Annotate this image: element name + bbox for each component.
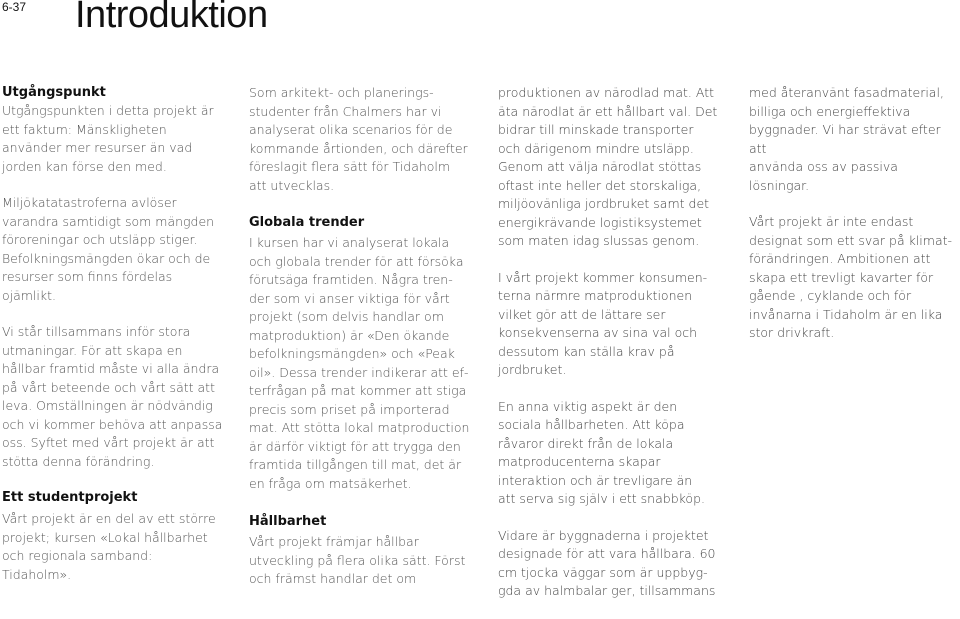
text-column-4 xyxy=(749,84,960,361)
paragraph: Vårt projekt är en del av ett större projekt; kursen «Lokal hållbarhet och regionala samband: Tidaholm». xyxy=(2,511,216,582)
paragraph: Vi står tillsammans inför stora utmaningar. För att skapa en hållbar framtid måste vi alla ändra på vårt beteende och vårt sätt att leva. Omställningen är nödvändig och vi kommer behöva att anpassa oss. Syftet med vårt projekt är att stötta denna förändring. xyxy=(2,324,223,469)
text-column-1 xyxy=(2,84,224,584)
section-heading-studentprojekt: Ett studentprojekt xyxy=(2,490,138,505)
paragraph: Miljökatatastroferna avlöser varandra samtidigt som mängden föroreningar och utsläpp stiger. Befolkningsmängden ökar och de resurser som finns fördelas ojämlikt. xyxy=(2,195,215,303)
paragraph: Utgångspunkten i detta projekt är ett faktum: Mänskligheten använder mer resurser än vad jorden kan förse den med. xyxy=(2,103,214,174)
section-heading-hallbarhet: Hållbarhet xyxy=(249,514,327,529)
paragraph: I kursen har vi analyserat lokala och globala trender för att försöka förutsäga framtiden. Några tren- der som vi anser viktiga för vårt projekt (som delvis handlar om matproduktion) är «Den ökande befolkningsmängden» och «Peak oil». Dessa trender indikerar att ef- terfrågan på mat kommer att stiga precis som priset på importerad mat. Att stötta lokal matproduction är därför viktigt för att trygga den framtida tillgången till mat, det är en fråga om matsäkerhet. xyxy=(249,235,470,491)
paragraph: med återanvänt fasadmaterial, billiga och energieffektiva byggnader. Vi har strävat efter att använda oss av passiva lösningar. xyxy=(749,85,944,193)
paragraph: Vårt projekt främjar hållbar utveckling på flera olika sätt. Först och främst handlar det om xyxy=(249,534,466,586)
paragraph: produktionen av närodlad mat. Att äta närodlat är ett hållbart val. Det bidrar till minskade transporter och därigenom mindre utsläpp. Genom att välja närodlat stöttas oftast inte heller det storskaliga, miljöovänliga jordbruket samt det energikrävande logistiksystemet som maten idag slussas genom. xyxy=(498,85,718,248)
section-heading-utgangspunkt: Utgångspunkt xyxy=(2,85,106,100)
page-title: Introduktion xyxy=(75,0,268,36)
text-column-3 xyxy=(498,84,720,619)
paragraph: Vårt projekt är inte endast designat som ett svar på klimat- förändringen. Ambitionen att skapa ett trevligt kavarter för gående , cyklande och för invånarna i Tidaholm är en lika stor drivkraft. xyxy=(749,214,953,340)
paragraph: Som arkitekt- och planerings- studenter från Chalmers har vi analyserat olika scenarios för de kommande årtionden, och därefter föreslagit flera sätt för Tidaholm att utvecklas. xyxy=(249,85,468,193)
paragraph: I vårt projekt kommer konsumen- terna närmre matproduktionen vilket gör att de lättare ser konsekvenserna av sina val och dessutom kan ställa krav på jordbruket. xyxy=(498,269,708,377)
page-number: 6-37 xyxy=(2,0,27,14)
paragraph: En anna viktig aspekt är den sociala hållbarheten. Att köpa råvaror direkt från de lokala matproducenterna skapar interaktion och är trevligare än att serva sig själv i ett snabbköp. xyxy=(498,398,705,506)
section-heading-globala-trender: Globala trender xyxy=(249,215,365,230)
paragraph: Vidare är byggnaderna i projektet designade för att vara hållbara. 60 cm tjocka väggar som är uppbyg- gda av halmbalar ger, tillsammans xyxy=(498,527,716,598)
text-column-2 xyxy=(249,84,473,589)
